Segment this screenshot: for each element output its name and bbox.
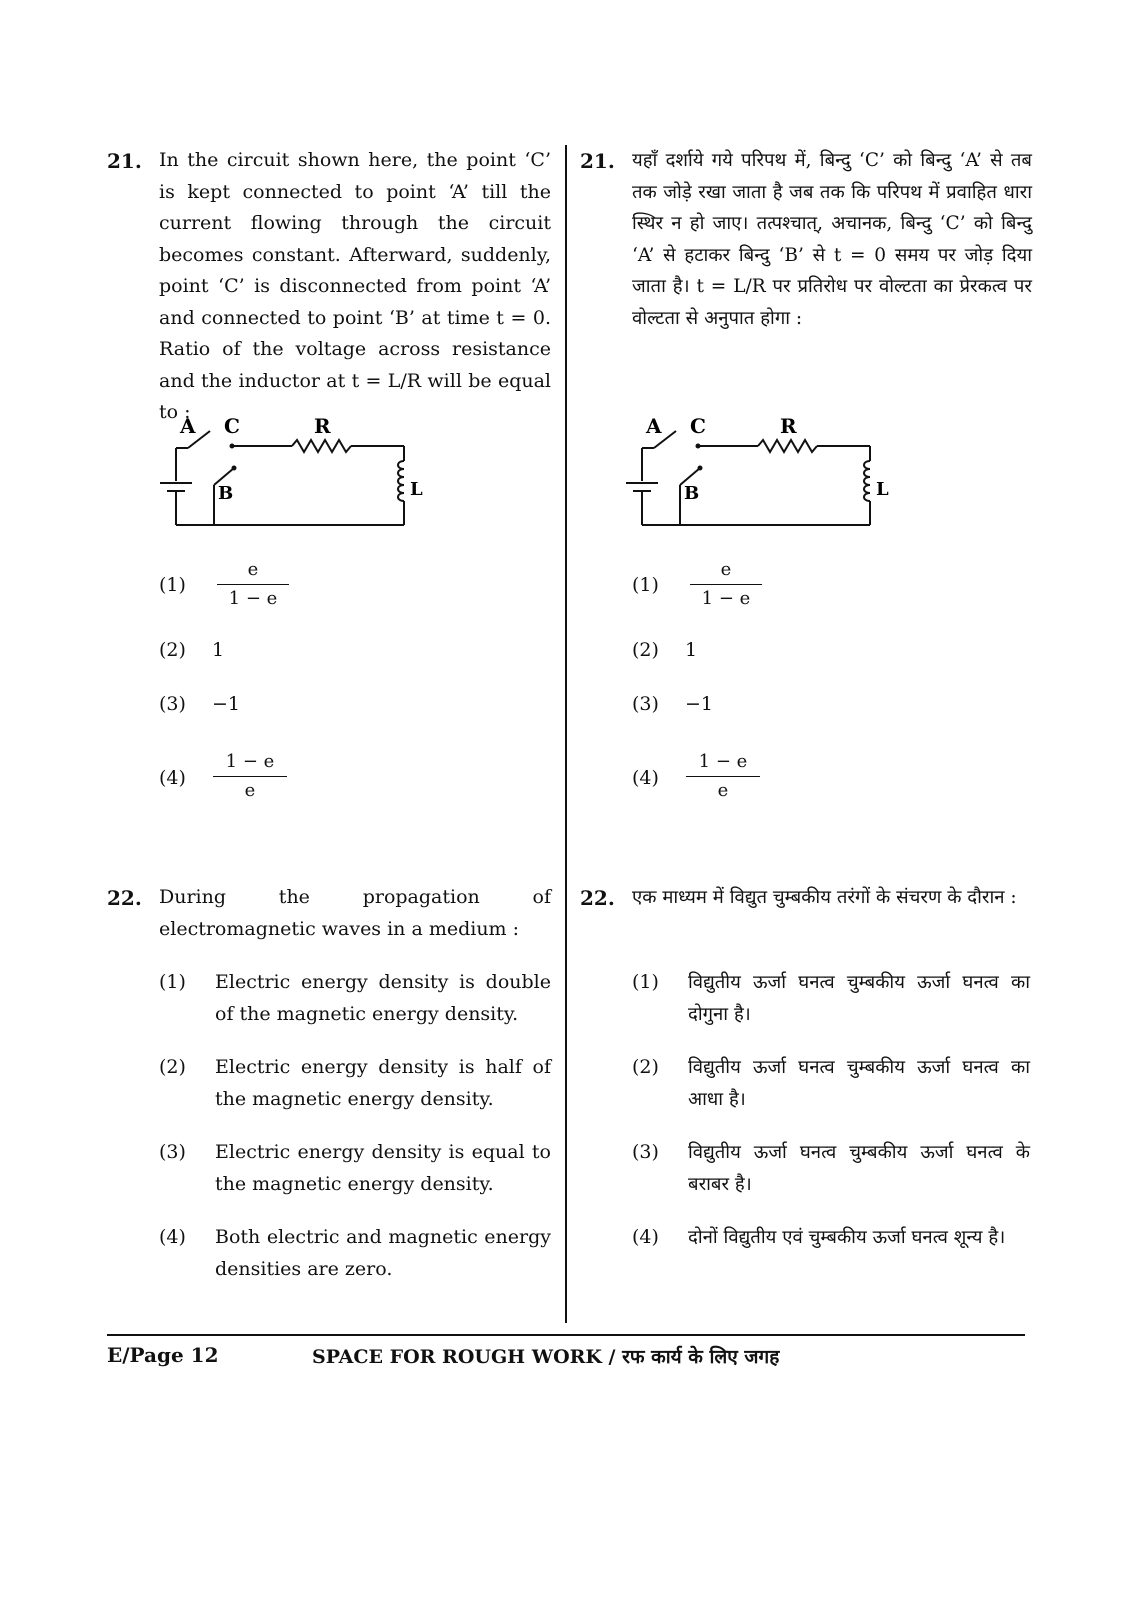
fraction-bar — [686, 776, 760, 777]
fraction-denominator: e — [244, 780, 256, 801]
q22-option1-text-hi[interactable]: विद्युतीय ऊर्जा घनत्व चुम्बकीय ऊर्जा घनत्व का दोगुना है। — [688, 972, 1030, 1025]
circuit-label-r: R — [780, 414, 797, 438]
fraction-denominator: 1 − e — [228, 588, 278, 609]
circuit-label-a: A — [180, 414, 196, 438]
q21-option2-value-hi[interactable]: 1 — [685, 639, 698, 661]
fraction-denominator: 1 − e — [701, 588, 751, 609]
q21-option4-number-hi[interactable]: (4) — [632, 767, 659, 789]
q22-option2-text-en[interactable]: Electric energy density is half of the magnetic energy density. — [215, 1056, 551, 1110]
fraction-bar — [213, 776, 287, 777]
q21-option1-number-hi[interactable]: (1) — [632, 574, 659, 596]
q21-option2-number-hi[interactable]: (2) — [632, 639, 659, 661]
q21-circuit-diagram-en — [152, 413, 432, 531]
q22-option4-number-en[interactable]: (4) — [159, 1226, 186, 1248]
fraction-numerator: e — [247, 559, 259, 580]
q22-number-hi: 22. — [580, 886, 615, 910]
q22-option1-text-en[interactable]: Electric energy density is double of the magnetic energy density. — [215, 971, 551, 1025]
q22-number-en: 22. — [107, 886, 142, 910]
q22-option2-text-hi[interactable]: विद्युतीय ऊर्जा घनत्व चुम्बकीय ऊर्जा घनत्व का आधा है। — [688, 1057, 1030, 1110]
q21-text-hi: यहाँ दर्शाये गये परिपथ में, बिन्दु ‘C’ को बिन्दु ‘A’ से तब तक जोड़े रखा जाता है जब तक कि परिपथ में प्रवाहित धारा स्थिर न हो जाए। तत्पश्चात्, अचानक, बिन्दु ‘C’ को बिन्दु ‘A’ से हटाकर बिन्दु ‘B’ से t = 0 समय पर जोड़ दिया जाता है। t = L/R पर प्रतिरोध पर वोल्टता का प्रेरकत्व पर वोल्टता से अनुपात होगा : — [632, 150, 1032, 329]
q21-option3-value-en[interactable]: −1 — [212, 693, 241, 715]
q21-option3-value-hi[interactable]: −1 — [685, 693, 714, 715]
fraction-numerator: 1 − e — [225, 751, 275, 772]
fraction-numerator: e — [720, 559, 732, 580]
fraction-bar — [217, 584, 289, 585]
circuit-label-c: C — [224, 414, 240, 438]
q21-number-hi: 21. — [580, 149, 615, 173]
circuit-label-b: B — [684, 483, 700, 504]
fraction-numerator: 1 − e — [698, 751, 748, 772]
q22-option4-text-hi[interactable]: दोनों विद्युतीय एवं चुम्बकीय ऊर्जा घनत्व शून्य है। — [688, 1227, 1006, 1248]
q22-text-hi: एक माध्यम में विद्युत चुम्बकीय तरंगों के संचरण के दौरान : — [632, 887, 1017, 908]
q22-option3-number-hi[interactable]: (3) — [632, 1141, 659, 1163]
q21-option4-fraction-en[interactable] — [213, 749, 287, 804]
q21-option2-number-en[interactable]: (2) — [159, 639, 186, 661]
q22-option1-number-hi[interactable]: (1) — [632, 971, 659, 993]
q21-number-en: 21. — [107, 149, 142, 173]
q21-text-en: In the circuit shown here, the point ‘C’ is kept connected to point ‘A’ till the current flowing through the circuit becomes constant. Afterward, suddenly, point ‘C’ is disconnected from point ‘A’ and connected to point ‘B’ at time t = 0. Ratio of the voltage across resistance and the inductor at t = L/R will be equal to : — [159, 149, 551, 423]
circuit-label-l: L — [410, 479, 423, 500]
q21-circuit-diagram-hi — [618, 413, 898, 531]
q21-option1-fraction-en[interactable] — [217, 557, 289, 612]
fraction-denominator: e — [717, 780, 729, 801]
footer-rule — [107, 1334, 1025, 1336]
q22-option2-number-en[interactable]: (2) — [159, 1056, 186, 1078]
q21-option2-value-en[interactable]: 1 — [212, 639, 225, 661]
q21-option3-number-hi[interactable]: (3) — [632, 693, 659, 715]
q22-option3-number-en[interactable]: (3) — [159, 1141, 186, 1163]
q21-option4-fraction-hi[interactable] — [686, 749, 760, 804]
circuit-label-a: A — [646, 414, 662, 438]
q21-option1-fraction-hi[interactable] — [690, 557, 762, 612]
q22-option3-text-en[interactable]: Electric energy density is equal to the magnetic energy density. — [215, 1141, 551, 1195]
q21-option4-number-en[interactable]: (4) — [159, 767, 186, 789]
q22-text-en: During the propagation of electromagnetic waves in a medium : — [159, 886, 551, 940]
circuit-label-b: B — [218, 483, 234, 504]
q22-option4-number-hi[interactable]: (4) — [632, 1226, 659, 1248]
fraction-bar — [690, 584, 762, 585]
column-divider — [565, 145, 567, 1323]
q21-option1-number-en[interactable]: (1) — [159, 574, 186, 596]
circuit-label-l: L — [876, 479, 889, 500]
q22-option1-number-en[interactable]: (1) — [159, 971, 186, 993]
q22-option2-number-hi[interactable]: (2) — [632, 1056, 659, 1078]
rough-work-label: SPACE FOR ROUGH WORK / रफ कार्य के लिए जगह — [312, 1346, 780, 1368]
circuit-label-c: C — [690, 414, 706, 438]
page-label: E/Page 12 — [107, 1343, 219, 1367]
q22-option4-text-en[interactable]: Both electric and magnetic energy densities are zero. — [215, 1226, 551, 1280]
circuit-label-r: R — [314, 414, 331, 438]
q22-option3-text-hi[interactable]: विद्युतीय ऊर्जा घनत्व चुम्बकीय ऊर्जा घनत्व के बराबर है। — [688, 1142, 1030, 1195]
q21-option3-number-en[interactable]: (3) — [159, 693, 186, 715]
